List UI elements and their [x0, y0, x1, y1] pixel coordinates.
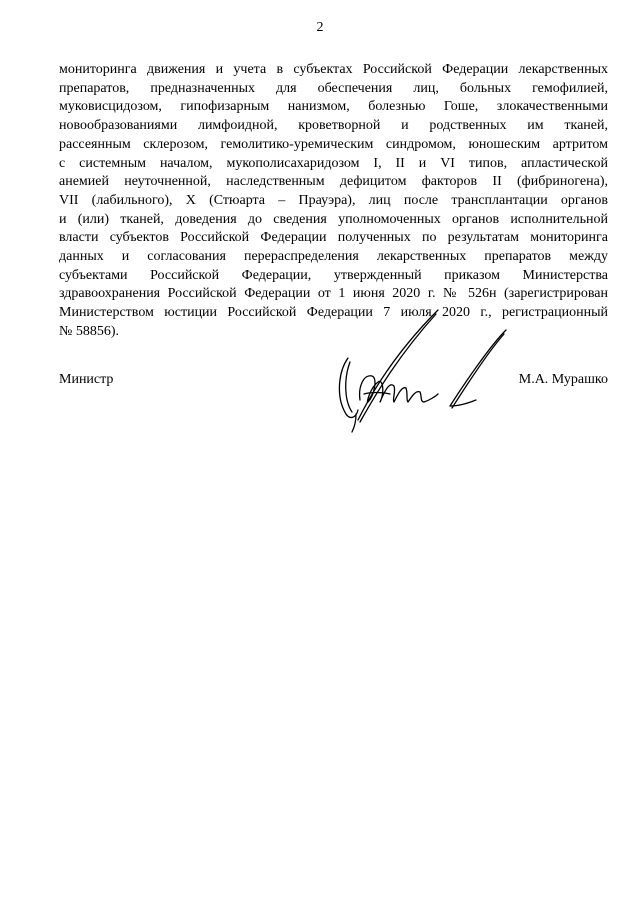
- text-line: мониторинга движения и учета в субъектах Российской Федерации лекарственных: [59, 62, 608, 77]
- text-line: субъектами Российской Федерации, утвержденный приказом Министерства: [59, 267, 608, 283]
- text-line: власти субъектов Российской Федерации полученных по результатам мониторинга: [59, 230, 608, 246]
- text-line: анемией неуточненной, наследственным дефицитом факторов II (фибриногена),: [59, 174, 608, 190]
- page-number: 2: [316, 20, 324, 35]
- text-line: VII (лабильного), X (Стюарта – Прауэра), лиц после трансплантации органов: [59, 192, 608, 208]
- text-line: данных и согласования перераспределения лекарственных препаратов между: [59, 249, 608, 265]
- text-line: № 58856).: [59, 323, 120, 339]
- signer-name: М.А. Мурашко: [518, 372, 608, 387]
- text-line: здравоохранения Российской Федерации от 1 июня 2020 г. № 526н (зарегистрирован: [59, 286, 608, 302]
- text-line: препаратов, предназначенных для обеспечения лиц, больных гемофилией,: [59, 80, 608, 96]
- body-paragraph: [59, 61, 608, 342]
- text-line: Министерством юстиции Российской Федерации 7 июля 2020 г., регистрационный: [59, 305, 608, 321]
- handwritten-signature-icon: [330, 302, 510, 434]
- text-line: муковисцидозом, гипофизарным нанизмом, болезнью Гоше, злокачественными: [59, 99, 608, 115]
- text-line: рассеянным склерозом, гемолитико-уремическим синдромом, юношеским артритом: [59, 136, 608, 152]
- text-line: новообразованиями лимфоидной, кроветворной и родственных им тканей,: [59, 118, 608, 134]
- text-line: и (или) тканей, доведения до сведения уполномоченных органов исполнительной: [59, 211, 608, 227]
- signer-position: Министр: [59, 372, 114, 387]
- text-line: с системным началом, мукополисахаридозом I, II и VI типов, апластической: [59, 155, 608, 171]
